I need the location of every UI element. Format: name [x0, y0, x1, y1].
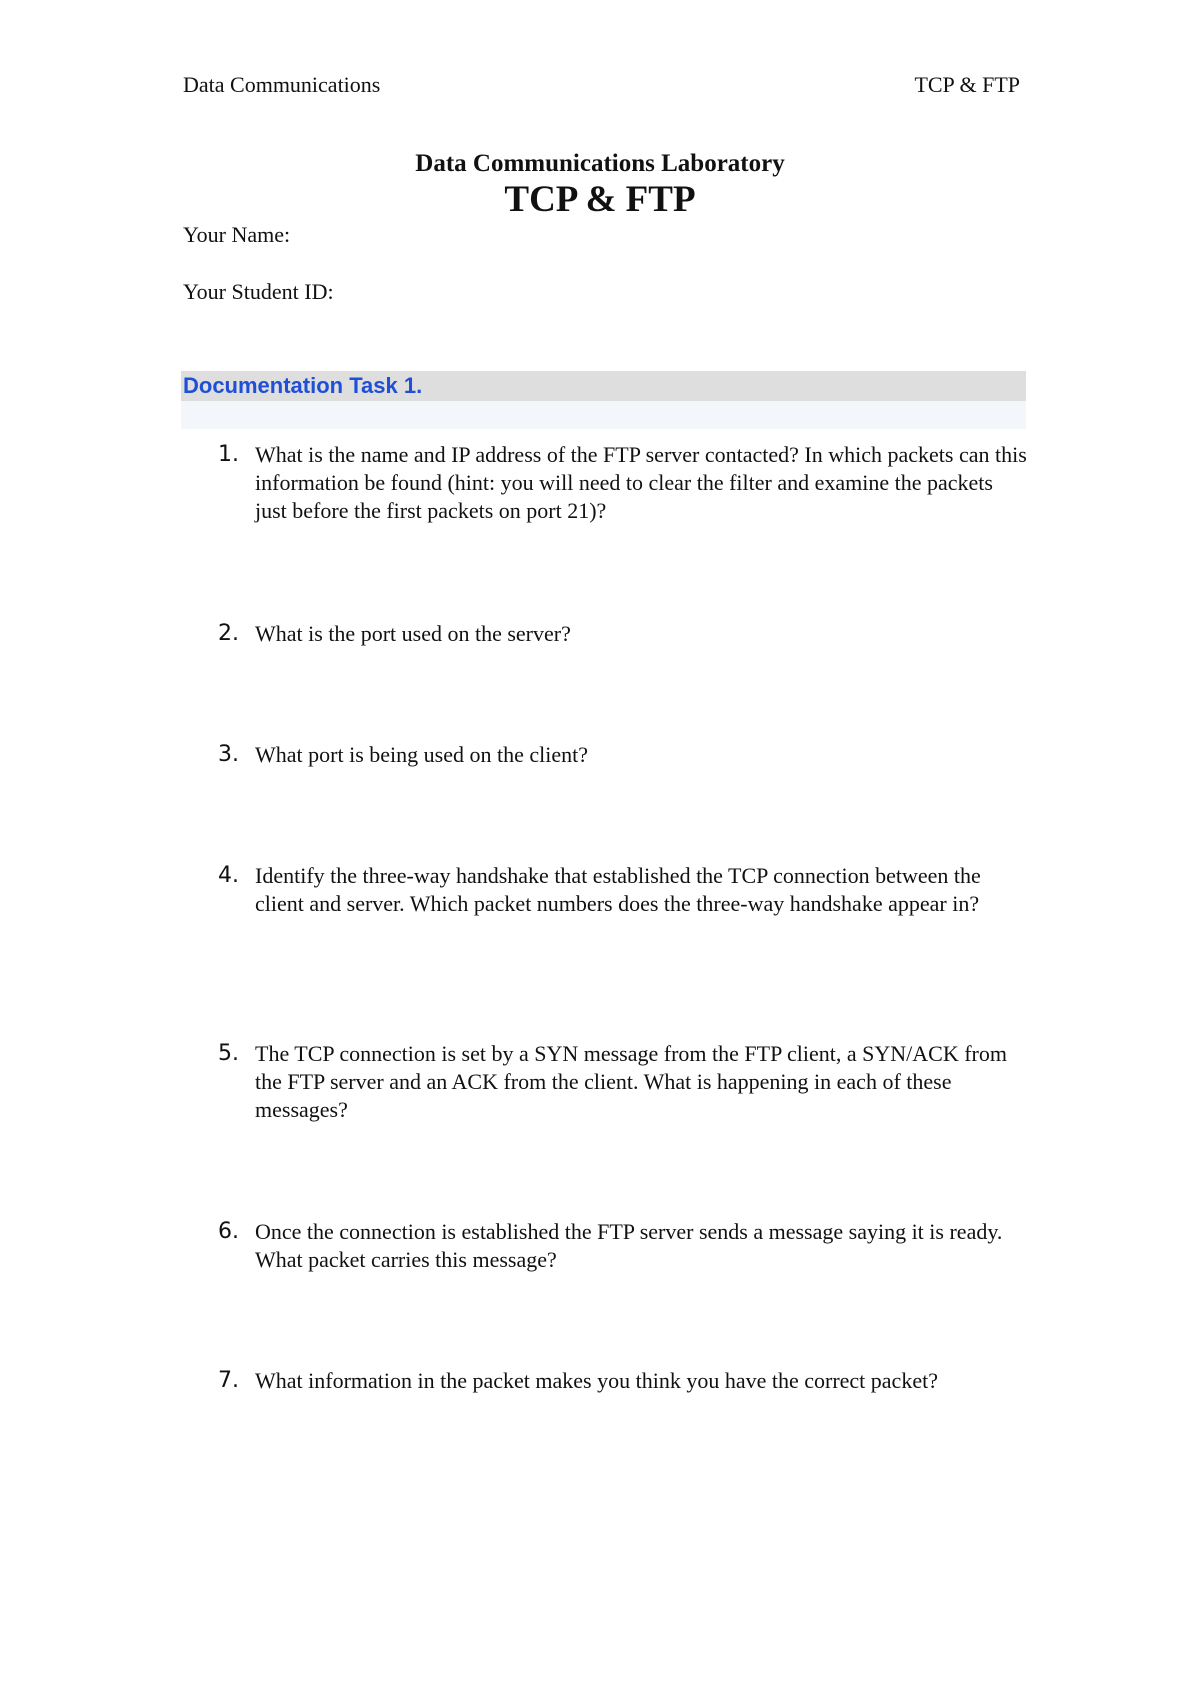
section-heading: Documentation Task 1.	[181, 371, 1026, 401]
question-text: The TCP connection is set by a SYN message from the FTP client, a SYN/ACK from the FTP server and an ACK from the client. What is happening in each of these messages?	[255, 1041, 1007, 1122]
document-title: TCP & FTP	[504, 179, 696, 220]
question-number: 6.	[218, 1219, 239, 1244]
question-number: 7.	[218, 1368, 239, 1393]
question-number: 4.	[218, 863, 239, 888]
student-id-field-label: Your Student ID:	[183, 279, 334, 304]
question-number: 3.	[218, 742, 239, 767]
question-text: What is the name and IP address of the FTP server contacted? In which packets can this information be found (hint: you will need to clear the filter and examine the packets just before the first packets on port 21)?	[255, 442, 1027, 523]
section-heading-band	[181, 401, 1026, 429]
question-item	[218, 1367, 1030, 1395]
question-text: Once the connection is established the FTP server sends a message saying it is ready. What packet carries this message?	[255, 1219, 1003, 1272]
question-item	[218, 620, 1030, 648]
question-item	[218, 741, 1030, 769]
question-text: Identify the three-way handshake that established the TCP connection between the client and server. Which packet numbers does the three-way handshake appear in?	[255, 863, 981, 916]
name-field-label: Your Name:	[183, 222, 291, 247]
question-number: 2.	[218, 621, 239, 646]
question-item	[218, 862, 1030, 918]
question-text: What port is being used on the client?	[255, 742, 588, 767]
header-right: TCP & FTP	[914, 72, 1020, 97]
question-item	[218, 1040, 1030, 1124]
question-item	[218, 441, 1030, 525]
running-header	[183, 72, 1020, 98]
header-left: Data Communications	[183, 72, 381, 97]
question-item	[218, 1218, 1030, 1274]
question-text: What information in the packet makes you think you have the correct packet?	[255, 1368, 938, 1393]
question-number: 5.	[218, 1041, 239, 1066]
lab-title: Data Communications Laboratory	[415, 150, 785, 177]
question-number: 1.	[218, 442, 239, 467]
question-text: What is the port used on the server?	[255, 621, 571, 646]
